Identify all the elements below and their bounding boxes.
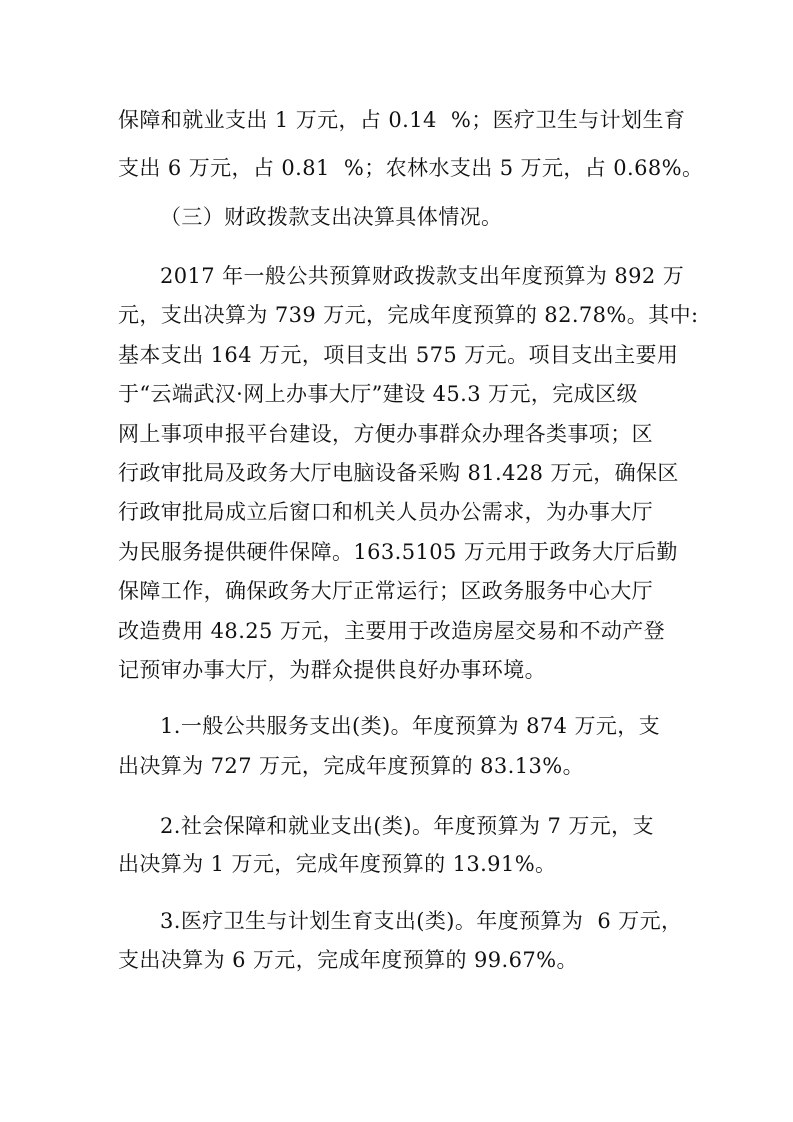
text-line: 元，支出决算为 739 万元，完成年度预算的 82.78%。其中:	[118, 303, 699, 327]
text-line: 2017 年一般公共预算财政拨款支出年度预算为 892 万	[160, 264, 685, 288]
text-line: 网上事项申报平台建设，方便办事群众办理各类事项；区	[118, 422, 653, 446]
list-item-line: 出决算为 1 万元，完成年度预算的 13.91%。	[118, 852, 557, 876]
list-item-line: 出决算为 727 万元，完成年度预算的 83.13%。	[118, 754, 584, 778]
text-line: 于“云端武汉·网上办事大厅”建设 45.3 万元，完成区级	[118, 382, 638, 406]
section-heading: （三）财政拨款支出决算具体情况。	[160, 205, 503, 229]
text-line: 行政审批局成立后窗口和机关人员办公需求，为办事大厅	[118, 500, 653, 524]
text-line: 保障和就业支出 1 万元，占 0.14 %；医疗卫生与计划生育	[118, 108, 686, 132]
text-line: 为民服务提供硬件保障。163.5105 万元用于政务大厅后勤	[118, 540, 678, 564]
list-item-line: 2.社会保障和就业支出(类)。年度预算为 7 万元，支	[160, 814, 654, 838]
list-item-line: 1.一般公共服务支出(类)。年度预算为 874 万元，支	[160, 714, 661, 738]
list-item-line: 3.医疗卫生与计划生育支出(类)。年度预算为 6 万元，	[160, 909, 683, 933]
text-line: 支出 6 万元，占 0.81 %；农林水支出 5 万元，占 0.68%。	[118, 156, 704, 180]
text-line: 改造费用 48.25 万元，主要用于改造房屋交易和不动产登	[118, 619, 666, 643]
list-item-line: 支出决算为 6 万元，完成年度预算的 99.67%。	[118, 948, 578, 972]
text-line: 行政审批局及政务大厅电脑设备采购 81.428 万元，确保区	[118, 461, 679, 485]
text-line: 保障工作，确保政务大厅正常运行；区政务服务中心大厅	[118, 579, 653, 603]
text-line: 记预审办事大厅，为群众提供良好办事环境。	[118, 658, 546, 682]
text-line: 基本支出 164 万元，项目支出 575 万元。项目支出主要用	[118, 343, 679, 367]
